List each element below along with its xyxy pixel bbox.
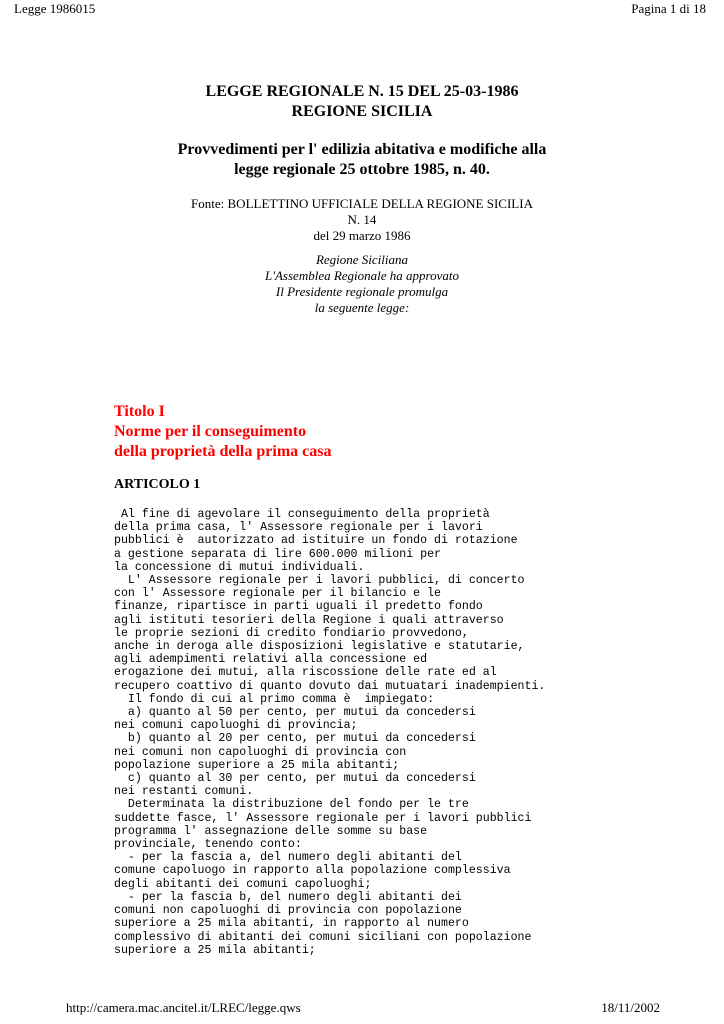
page-header-page-number: Pagina 1 di 18 xyxy=(631,1,706,16)
article-line: degli abitanti dei comuni capoluoghi; xyxy=(114,877,372,891)
article-heading: ARTICOLO 1 xyxy=(114,477,201,492)
section-title-line: Titolo I xyxy=(114,403,165,420)
article-line: Al fine di agevolare il conseguimento della proprietà xyxy=(114,508,490,521)
article-line: superiore a 25 mila abitanti; xyxy=(114,943,316,957)
article-line: agli adempimenti relativi alla concessione ed xyxy=(114,653,428,667)
promulgation-line: la seguente legge: xyxy=(314,300,410,315)
article-line: - per la fascia a, del numero degli abitanti del xyxy=(114,851,462,865)
law-subject-line: legge regionale 25 ottobre 1985, n. 40. xyxy=(234,161,490,178)
article-body xyxy=(114,508,545,957)
article-line: nei comuni non capoluoghi di provincia con xyxy=(114,745,407,759)
article-line: della prima casa, l' Assessore regionale per i lavori xyxy=(114,521,483,535)
promulgation-formula xyxy=(0,252,724,316)
law-subject xyxy=(0,140,724,180)
page-header-doc-id: Legge 1986015 xyxy=(14,1,96,16)
article-line: b) quanto al 20 per cento, per mutui da concedersi xyxy=(114,732,476,746)
source-info xyxy=(0,196,724,244)
promulgation-line: Regione Siciliana xyxy=(315,252,409,267)
article-line: - per la fascia b, del numero degli abitanti dei xyxy=(114,890,462,904)
article-line: finanze, ripartisce in parti uguali il predetto fondo xyxy=(114,600,483,614)
law-title-line: REGIONE SICILIA xyxy=(291,103,433,120)
law-title xyxy=(0,82,724,122)
article-line: c) quanto al 30 per cento, per mutui da concedersi xyxy=(114,772,476,786)
promulgation-line: Il Presidente regionale promulga xyxy=(275,284,449,299)
article-line: le proprie sezioni di credito fondiario provvedono, xyxy=(114,626,469,640)
section-title-line: Norme per il conseguimento xyxy=(114,423,307,440)
title-block xyxy=(0,82,724,316)
source-line: N. 14 xyxy=(347,212,377,227)
article-line: provinciale, tenendo conto: xyxy=(114,838,302,852)
source-line: Fonte: BOLLETTINO UFFICIALE DELLA REGIONE SICILIA xyxy=(191,196,533,211)
promulgation-line: L'Assemblea Regionale ha approvato xyxy=(264,268,460,283)
article-line: Determinata la distribuzione del fondo per le tre xyxy=(114,798,469,812)
article-line: pubblici è autorizzato ad istituire un fondo di rotazione xyxy=(114,534,518,548)
law-subject-line: Provvedimenti per l' edilizia abitativa e modifiche alla xyxy=(177,141,547,158)
article-line: programma l' assegnazione delle somme su base xyxy=(114,824,428,838)
article-line: la concessione di mutui individuali. xyxy=(114,560,365,574)
source-line: del 29 marzo 1986 xyxy=(313,228,411,243)
article-line: anche in deroga alle disposizioni legislative e statutarie, xyxy=(114,640,525,654)
article-line: a) quanto al 50 per cento, per mutui da concedersi xyxy=(114,706,476,720)
article-line: nei comuni capoluoghi di provincia; xyxy=(114,719,358,733)
article-line: superiore a 25 mila abitanti, in rapporto al numero xyxy=(114,917,469,931)
article-line: complessivo di abitanti dei comuni siciliani con popolazione xyxy=(114,930,532,944)
article-line: agli istituti tesorieri della Regione i quali attraverso xyxy=(114,613,504,627)
page-footer-url: http://camera.mac.ancitel.it/LREC/legge.qws xyxy=(66,1000,301,1015)
page-footer-date: 18/11/2002 xyxy=(601,1000,660,1015)
article-line: L' Assessore regionale per i lavori pubblici, di concerto xyxy=(114,574,525,588)
article-line: comune capoluogo in rapporto alla popolazione complessiva xyxy=(114,864,511,878)
law-title-line: LEGGE REGIONALE N. 15 DEL 25-03-1986 xyxy=(205,83,519,100)
article-line: suddette fasce, l' Assessore regionale per i lavori pubblici xyxy=(114,811,532,825)
article-line: erogazione dei mutui, alla riscossione delle rate ed al xyxy=(114,666,497,680)
section-title-line: della proprietà della prima casa xyxy=(114,443,332,460)
section-title xyxy=(114,402,331,462)
article-line: nei restanti comuni. xyxy=(114,785,254,799)
article-line: comuni non capoluoghi di provincia con popolazione xyxy=(114,904,462,918)
article-line: con l' Assessore regionale per il bilancio e le xyxy=(114,587,441,601)
article-line: Il fondo di cui al primo comma è impiegato: xyxy=(114,692,435,706)
article-line: a gestione separata di lire 600.000 milioni per xyxy=(114,547,441,561)
article-line: recupero coattivo di quanto dovuto dai mutuatari inadempienti. xyxy=(114,679,546,693)
article-line: popolazione superiore a 25 mila abitanti; xyxy=(114,758,400,772)
